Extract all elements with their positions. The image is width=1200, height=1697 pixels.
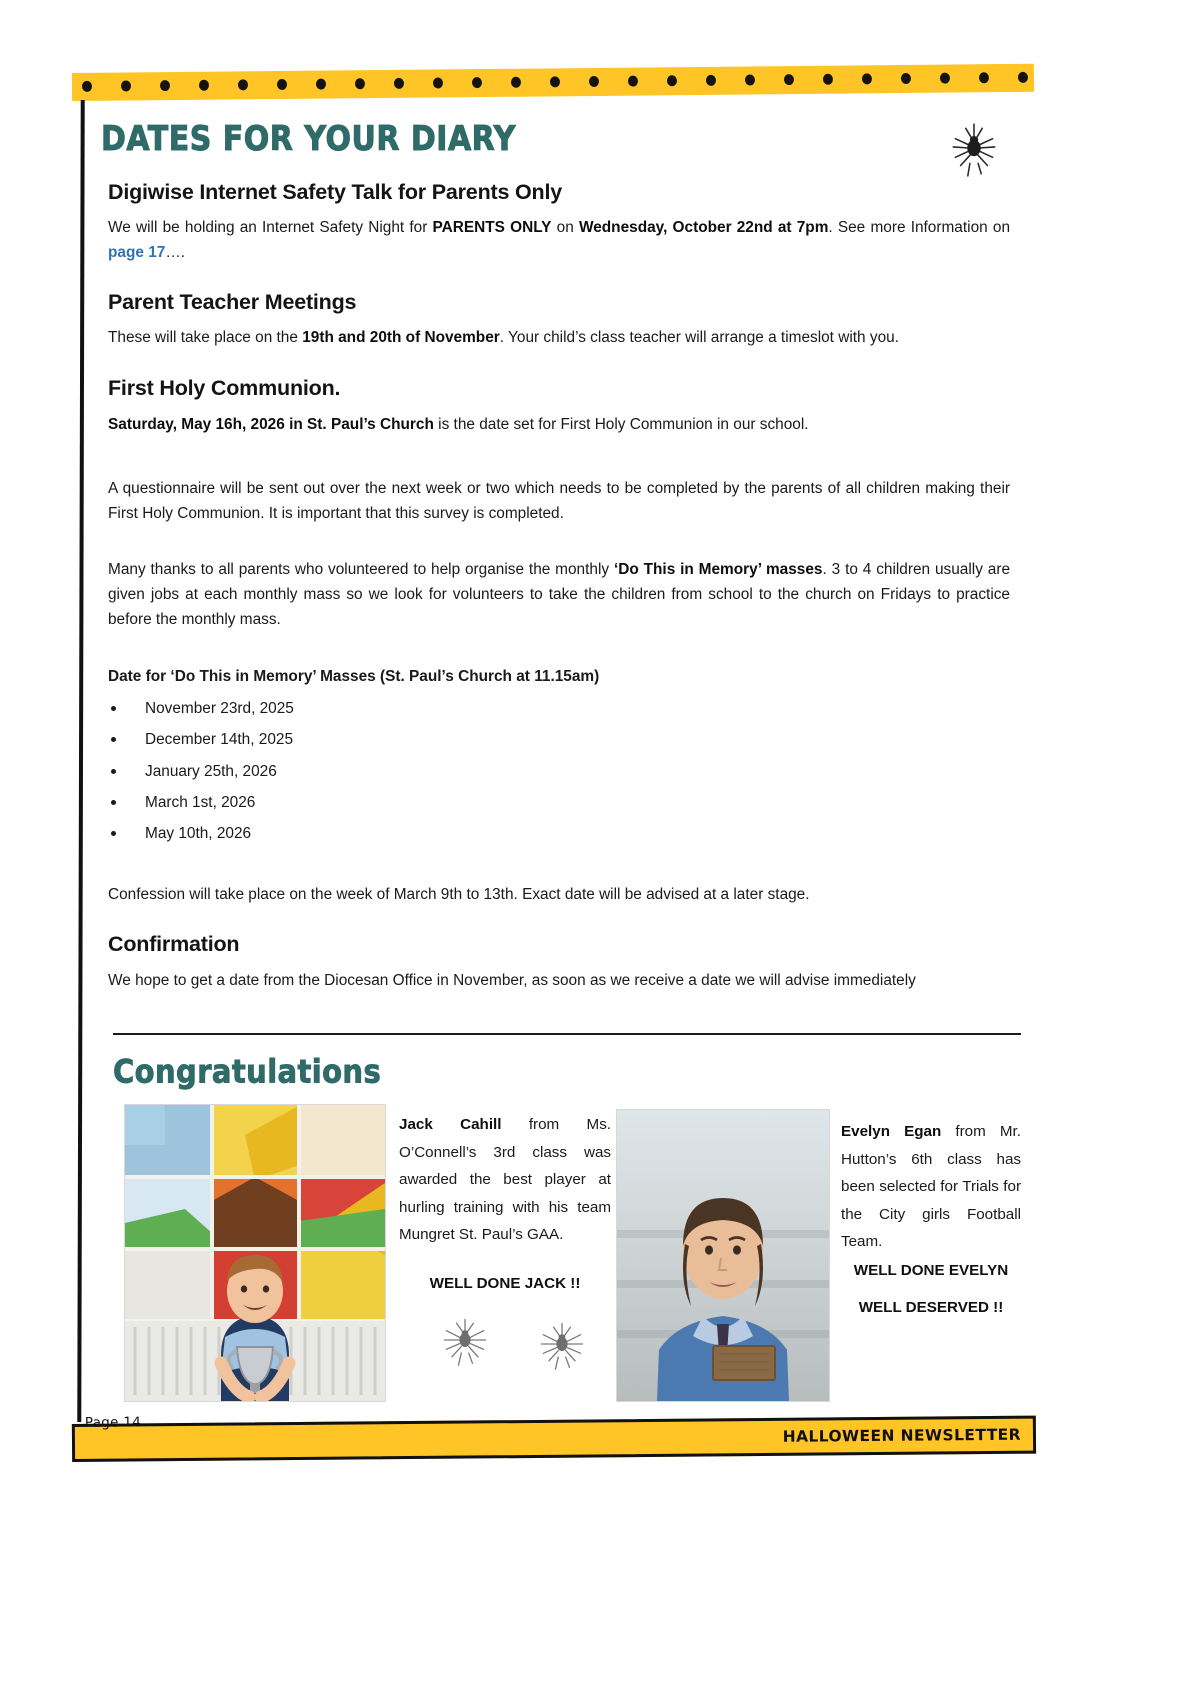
paragraph-parent-teacher-meetings: These will take place on the 19th and 20th of November. Your child’s class teacher will arrange a timeslot with you.	[108, 329, 899, 346]
spider-icon	[534, 1316, 590, 1372]
left-margin-rule	[77, 100, 84, 1422]
list-item: November 23rd, 2025	[108, 693, 708, 724]
well-deserved-text: WELL DESERVED !!	[858, 1299, 1004, 1316]
paragraph-confession: Confession will take place on the week of March 9th to 13th. Exact date will be advised at a later stage.	[108, 886, 810, 903]
heading-confirmation: Confirmation	[108, 932, 240, 956]
well-done-jack-text: WELL DONE JACK !!	[429, 1275, 581, 1292]
heading-digiwise: Digiwise Internet Safety Talk for Parents Only	[108, 180, 562, 204]
spider-icon	[437, 1312, 493, 1368]
heading-parent-teacher-meetings: Parent Teacher Meetings	[108, 290, 357, 314]
heading-first-holy-communion: First Holy Communion.	[108, 376, 341, 400]
list-item: March 1st, 2026	[108, 787, 708, 818]
page-footer-bar	[72, 1416, 1036, 1462]
paragraph-memory-masses: Many thanks to all parents who volunteered to help organise the monthly ‘Do This in Memory’ masses. 3 to 4 children usually are given jobs at each monthly mass so we look for volunteers to take the children from school to the church on Fridays to practice before the monthly mass.	[108, 561, 1011, 628]
list-item: December 14th, 2025	[108, 724, 708, 755]
spider-icon	[943, 118, 1005, 180]
paragraph-confirmation: We hope to get a date from the Diocesan Office in November, as soon as we receive a date we will advise immediately	[108, 972, 916, 989]
evelyn-egan-photo	[616, 1109, 830, 1402]
list-item: January 25th, 2026	[108, 756, 708, 787]
bar-dots	[82, 71, 1028, 92]
page-number: Page 14	[84, 1414, 142, 1431]
evelyn-egan-text: Evelyn Egan from Mr. Hutton’s 6th class has been selected for Trials for the City girls Football Team.	[841, 1123, 1021, 1250]
well-done-evelyn-text: WELL DONE EVELYN	[853, 1262, 1009, 1279]
mass-dates-list	[108, 693, 708, 849]
jack-cahill-photo	[124, 1104, 386, 1402]
paragraph-questionnaire: A questionnaire will be sent out over the next week or two which needs to be completed by the parents of all children making their First Holy Communion. It is important that this survey is completed.	[108, 480, 1010, 522]
jack-cahill-text: Jack Cahill from Ms. O’Connell’s 3rd class was awarded the best player at hurling training with his team Mungret St. Paul’s GAA.	[399, 1116, 612, 1243]
paragraph-communion-date: Saturday, May 16h, 2026 in St. Paul’s Church is the date set for First Holy Communion in our school.	[108, 416, 809, 433]
newsletter-label: HALLOWEEN NEWSLETTER	[782, 1425, 1022, 1446]
list-item: May 10th, 2026	[108, 818, 708, 849]
page-title: DATES FOR YOUR DIARY	[101, 120, 516, 160]
congratulations-title: Congratulations	[113, 1053, 382, 1091]
section-divider	[113, 1033, 1021, 1035]
page-17-link[interactable]: page 17	[108, 244, 166, 261]
list-heading-memory-masses: Date for ‘Do This in Memory’ Masses (St. Paul’s Church at 11.15am)	[108, 668, 600, 685]
top-decorative-bar	[72, 64, 1034, 101]
paragraph-digiwise: We will be holding an Internet Safety Night for PARENTS ONLY on Wednesday, October 22nd at 7pm. See more Information on page 17….	[108, 219, 1010, 261]
